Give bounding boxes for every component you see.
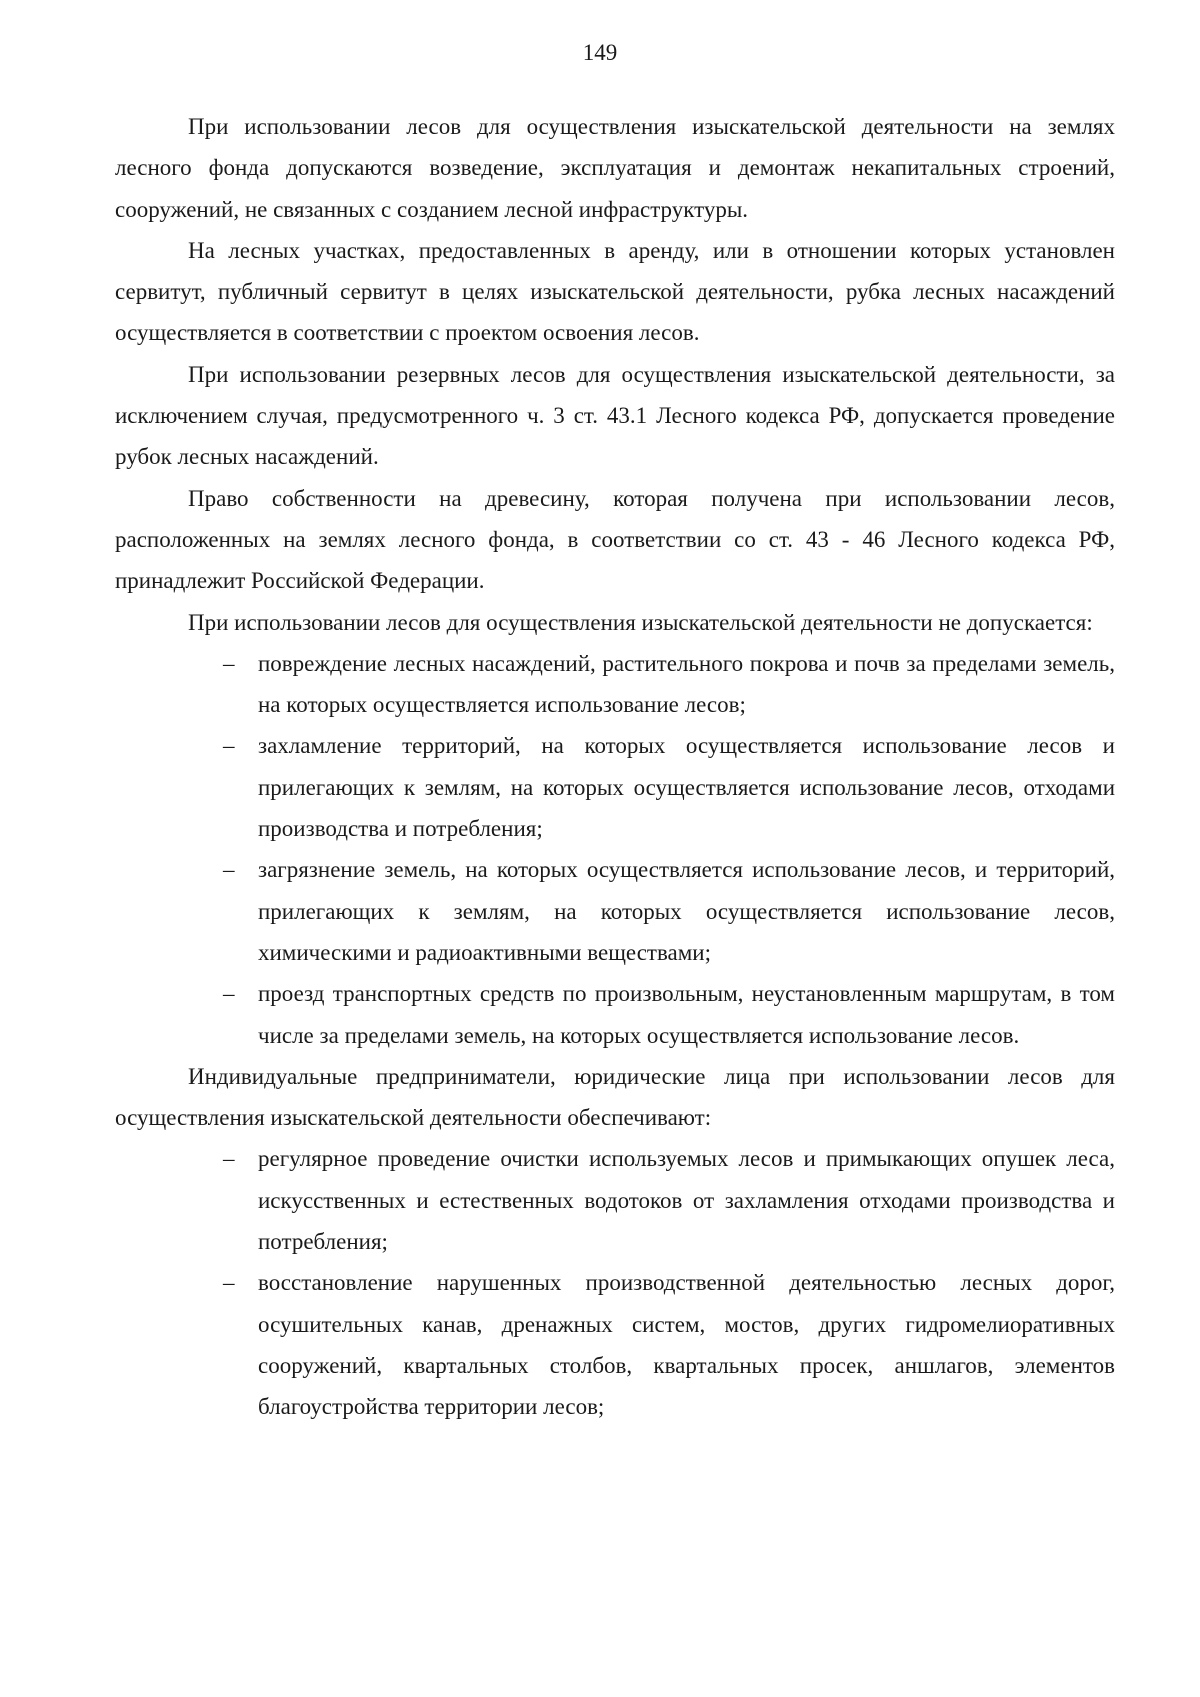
obligations-list	[115, 1138, 1115, 1427]
bullet-dash: –	[223, 857, 235, 883]
paragraph-not-allowed-intro: При использовании лесов для осуществления изыскательской деятельности не допускается:	[188, 609, 1093, 635]
list-item	[223, 1262, 1115, 1427]
list-item-text: проезд транспортных средств по произвольным, неустановленным маршрутам, в том числе за пределами земель, на которых осуществляется использование лесов.	[258, 981, 1115, 1048]
bullet-dash: –	[223, 733, 235, 759]
list-item-text: восстановление нарушенных производственной деятельностью лесных дорог, осушительных канав, дренажных систем, мостов, других гидромелиоративных сооружений, квартальных столбов, квартальных просек, аншлагов, элементов благоустройства территории лесов;	[258, 1270, 1115, 1420]
list-item	[223, 849, 1115, 973]
list-item	[223, 973, 1115, 1056]
paragraph-timber-ownership: Право собственности на древесину, которая получена при использовании лесов, расположенных на землях лесного фонда, в соответствии со ст. 43 - 46 Лесного кодекса РФ, принадлежит Российской Федерации.	[115, 485, 1115, 594]
list-item-text: повреждение лесных насаждений, растительного покрова и почв за пределами земель, на которых осуществляется использование лесов;	[258, 650, 1115, 718]
paragraph-reserve-forests: При использовании резервных лесов для осуществления изыскательской деятельности, за исключением случая, предусмотренного ч. 3 ст. 43.1 Лесного кодекса РФ, допускается проведение рубок лесных насаждений.	[115, 361, 1115, 470]
bullet-dash: –	[223, 650, 235, 676]
document-body	[115, 106, 1115, 1428]
list-item-text: регулярное проведение очистки используемых лесов и примыкающих опушек леса, искусственных и естественных водотоков от захламления отходами производства и потребления;	[258, 1146, 1115, 1255]
list-item-text: загрязнение земель, на которых осуществляется использование лесов, и территорий, прилегающих к землям, на которых осуществляется использование лесов, химическими и радиоактивными веществами;	[258, 857, 1115, 965]
paragraph-obligations-intro: Индивидуальные предприниматели, юридические лица при использовании лесов для осуществления изыскательской деятельности обеспечивают:	[115, 1063, 1115, 1131]
list-item	[223, 643, 1115, 726]
list-item-text: захламление территорий, на которых осуществляется использование лесов и прилегающих к землям, на которых осуществляется использование лесов, отходами производства и потребления;	[258, 733, 1115, 842]
bullet-dash: –	[223, 981, 235, 1007]
prohibited-list	[115, 643, 1115, 1056]
paragraph-leased-plots: На лесных участках, предоставленных в аренду, или в отношении которых установлен сервитут, публичный сервитут в целях изыскательской деятельности, рубка лесных насаждений осуществляется в соответствии с проектом освоения лесов.	[115, 237, 1115, 346]
list-item	[223, 1138, 1115, 1262]
bullet-dash: –	[223, 1270, 235, 1296]
paragraph-construction: При использовании лесов для осуществления изыскательской деятельности на землях лесного фонда допускаются возведение, эксплуатация и демонтаж некапитальных строений, сооружений, не связанных с созданием лесной инфраструктуры.	[115, 114, 1115, 222]
page-number: 149	[582, 40, 618, 65]
bullet-dash: –	[223, 1146, 235, 1172]
list-item	[223, 725, 1115, 849]
